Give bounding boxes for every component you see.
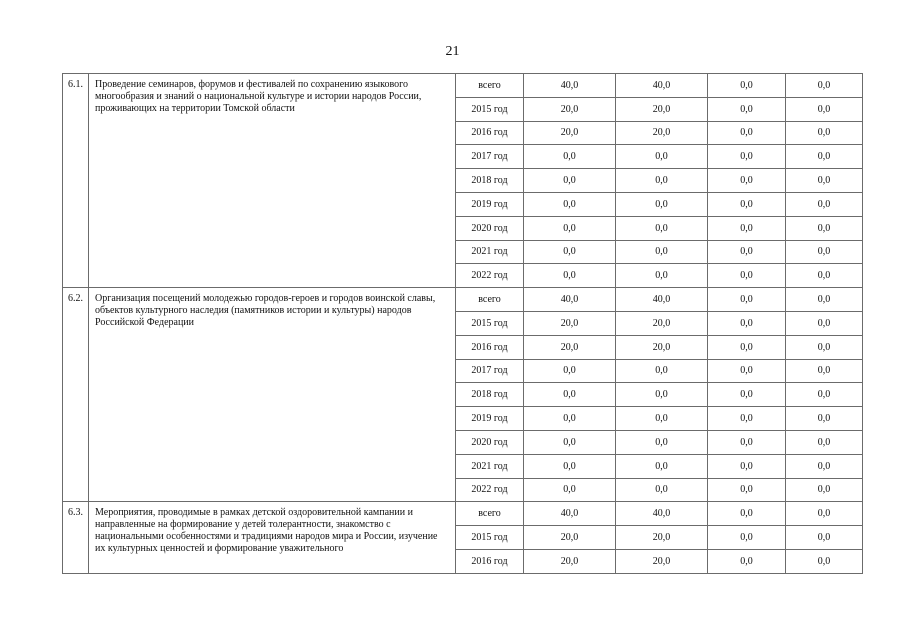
table-row bbox=[63, 288, 863, 312]
value-cell: 20,0 bbox=[616, 311, 708, 335]
value-cell: 0,0 bbox=[616, 383, 708, 407]
value-cell: 0,0 bbox=[524, 240, 616, 264]
value-cell: 0,0 bbox=[786, 430, 863, 454]
value-cell: 0,0 bbox=[708, 288, 786, 312]
period-cell: 2015 год bbox=[456, 311, 524, 335]
period-cell: 2017 год bbox=[456, 145, 524, 169]
period-cell: 2017 год bbox=[456, 359, 524, 383]
value-cell: 0,0 bbox=[786, 407, 863, 431]
section-number: 6.2. bbox=[63, 288, 89, 502]
value-cell: 0,0 bbox=[616, 430, 708, 454]
value-cell: 0,0 bbox=[524, 454, 616, 478]
value-cell: 20,0 bbox=[524, 526, 616, 550]
value-cell: 0,0 bbox=[708, 502, 786, 526]
value-cell: 0,0 bbox=[786, 121, 863, 145]
value-cell: 40,0 bbox=[524, 502, 616, 526]
value-cell: 0,0 bbox=[616, 264, 708, 288]
value-cell: 0,0 bbox=[786, 502, 863, 526]
value-cell: 40,0 bbox=[524, 288, 616, 312]
table-row bbox=[63, 74, 863, 98]
period-cell: 2019 год bbox=[456, 192, 524, 216]
period-cell: всего bbox=[456, 502, 524, 526]
period-cell: всего bbox=[456, 74, 524, 98]
value-cell: 20,0 bbox=[524, 311, 616, 335]
section-title: Организация посещений молодежью городов-героев и городов воинской славы, объектов культурного наследия (памятников истории и культуры) народов Российской Федерации bbox=[89, 288, 456, 502]
value-cell: 0,0 bbox=[708, 359, 786, 383]
value-cell: 0,0 bbox=[616, 359, 708, 383]
table-body bbox=[63, 74, 863, 574]
value-cell: 0,0 bbox=[786, 74, 863, 98]
value-cell: 0,0 bbox=[708, 216, 786, 240]
value-cell: 0,0 bbox=[708, 74, 786, 98]
value-cell: 0,0 bbox=[786, 264, 863, 288]
period-cell: 2016 год bbox=[456, 549, 524, 573]
value-cell: 0,0 bbox=[616, 454, 708, 478]
value-cell: 0,0 bbox=[708, 169, 786, 193]
value-cell: 20,0 bbox=[616, 121, 708, 145]
value-cell: 0,0 bbox=[786, 288, 863, 312]
value-cell: 0,0 bbox=[708, 526, 786, 550]
value-cell: 0,0 bbox=[786, 478, 863, 502]
period-cell: 2020 год bbox=[456, 216, 524, 240]
value-cell: 0,0 bbox=[616, 407, 708, 431]
period-cell: 2016 год bbox=[456, 121, 524, 145]
period-cell: 2022 год bbox=[456, 264, 524, 288]
period-cell: 2018 год bbox=[456, 169, 524, 193]
value-cell: 0,0 bbox=[786, 240, 863, 264]
value-cell: 0,0 bbox=[524, 359, 616, 383]
section-title: Проведение семинаров, форумов и фестивалей по сохранению языкового многообразия и знаний о национальной культуре и истории народов России, проживающих на территории Томской области bbox=[89, 74, 456, 288]
value-cell: 0,0 bbox=[786, 145, 863, 169]
value-cell: 0,0 bbox=[524, 407, 616, 431]
value-cell: 20,0 bbox=[616, 549, 708, 573]
budget-table bbox=[62, 73, 863, 574]
value-cell: 0,0 bbox=[616, 478, 708, 502]
value-cell: 40,0 bbox=[616, 74, 708, 98]
value-cell: 20,0 bbox=[616, 335, 708, 359]
value-cell: 0,0 bbox=[786, 192, 863, 216]
period-cell: 2022 год bbox=[456, 478, 524, 502]
value-cell: 0,0 bbox=[786, 335, 863, 359]
value-cell: 0,0 bbox=[786, 311, 863, 335]
value-cell: 0,0 bbox=[786, 454, 863, 478]
value-cell: 0,0 bbox=[616, 216, 708, 240]
value-cell: 0,0 bbox=[616, 192, 708, 216]
value-cell: 0,0 bbox=[524, 216, 616, 240]
value-cell: 0,0 bbox=[708, 430, 786, 454]
period-cell: 2021 год bbox=[456, 240, 524, 264]
value-cell: 20,0 bbox=[524, 97, 616, 121]
value-cell: 20,0 bbox=[616, 97, 708, 121]
value-cell: 0,0 bbox=[616, 240, 708, 264]
value-cell: 0,0 bbox=[708, 478, 786, 502]
value-cell: 0,0 bbox=[708, 335, 786, 359]
value-cell: 0,0 bbox=[524, 264, 616, 288]
period-cell: 2016 год bbox=[456, 335, 524, 359]
value-cell: 0,0 bbox=[708, 407, 786, 431]
value-cell: 0,0 bbox=[524, 478, 616, 502]
value-cell: 0,0 bbox=[524, 169, 616, 193]
value-cell: 40,0 bbox=[616, 288, 708, 312]
value-cell: 0,0 bbox=[524, 383, 616, 407]
value-cell: 0,0 bbox=[708, 311, 786, 335]
value-cell: 0,0 bbox=[786, 359, 863, 383]
period-cell: 2018 год bbox=[456, 383, 524, 407]
value-cell: 0,0 bbox=[786, 526, 863, 550]
value-cell: 0,0 bbox=[616, 169, 708, 193]
section-number: 6.1. bbox=[63, 74, 89, 288]
value-cell: 0,0 bbox=[616, 145, 708, 169]
value-cell: 0,0 bbox=[708, 383, 786, 407]
value-cell: 20,0 bbox=[524, 335, 616, 359]
value-cell: 0,0 bbox=[708, 145, 786, 169]
value-cell: 40,0 bbox=[524, 74, 616, 98]
value-cell: 0,0 bbox=[708, 264, 786, 288]
value-cell: 0,0 bbox=[708, 192, 786, 216]
value-cell: 40,0 bbox=[616, 502, 708, 526]
value-cell: 0,0 bbox=[708, 454, 786, 478]
section-number: 6.3. bbox=[63, 502, 89, 573]
period-cell: 2021 год bbox=[456, 454, 524, 478]
value-cell: 0,0 bbox=[708, 549, 786, 573]
page-number: 21 bbox=[445, 44, 460, 59]
value-cell: 20,0 bbox=[616, 526, 708, 550]
value-cell: 0,0 bbox=[786, 549, 863, 573]
value-cell: 0,0 bbox=[786, 216, 863, 240]
value-cell: 0,0 bbox=[708, 240, 786, 264]
value-cell: 0,0 bbox=[524, 145, 616, 169]
value-cell: 20,0 bbox=[524, 549, 616, 573]
value-cell: 0,0 bbox=[708, 97, 786, 121]
period-cell: всего bbox=[456, 288, 524, 312]
value-cell: 0,0 bbox=[524, 430, 616, 454]
value-cell: 0,0 bbox=[786, 97, 863, 121]
period-cell: 2019 год bbox=[456, 407, 524, 431]
value-cell: 0,0 bbox=[708, 121, 786, 145]
period-cell: 2015 год bbox=[456, 526, 524, 550]
period-cell: 2020 год bbox=[456, 430, 524, 454]
value-cell: 0,0 bbox=[786, 383, 863, 407]
section-title: Мероприятия, проводимые в рамках детской оздоровительной кампании и направленные на формирование у детей толерантности, знакомство с национальными особенностями и традициями народов мира и России, изучение их культурных ценностей и формирование уважительного bbox=[89, 502, 456, 573]
value-cell: 0,0 bbox=[786, 169, 863, 193]
value-cell: 20,0 bbox=[524, 121, 616, 145]
value-cell: 0,0 bbox=[524, 192, 616, 216]
table-row bbox=[63, 502, 863, 526]
period-cell: 2015 год bbox=[456, 97, 524, 121]
